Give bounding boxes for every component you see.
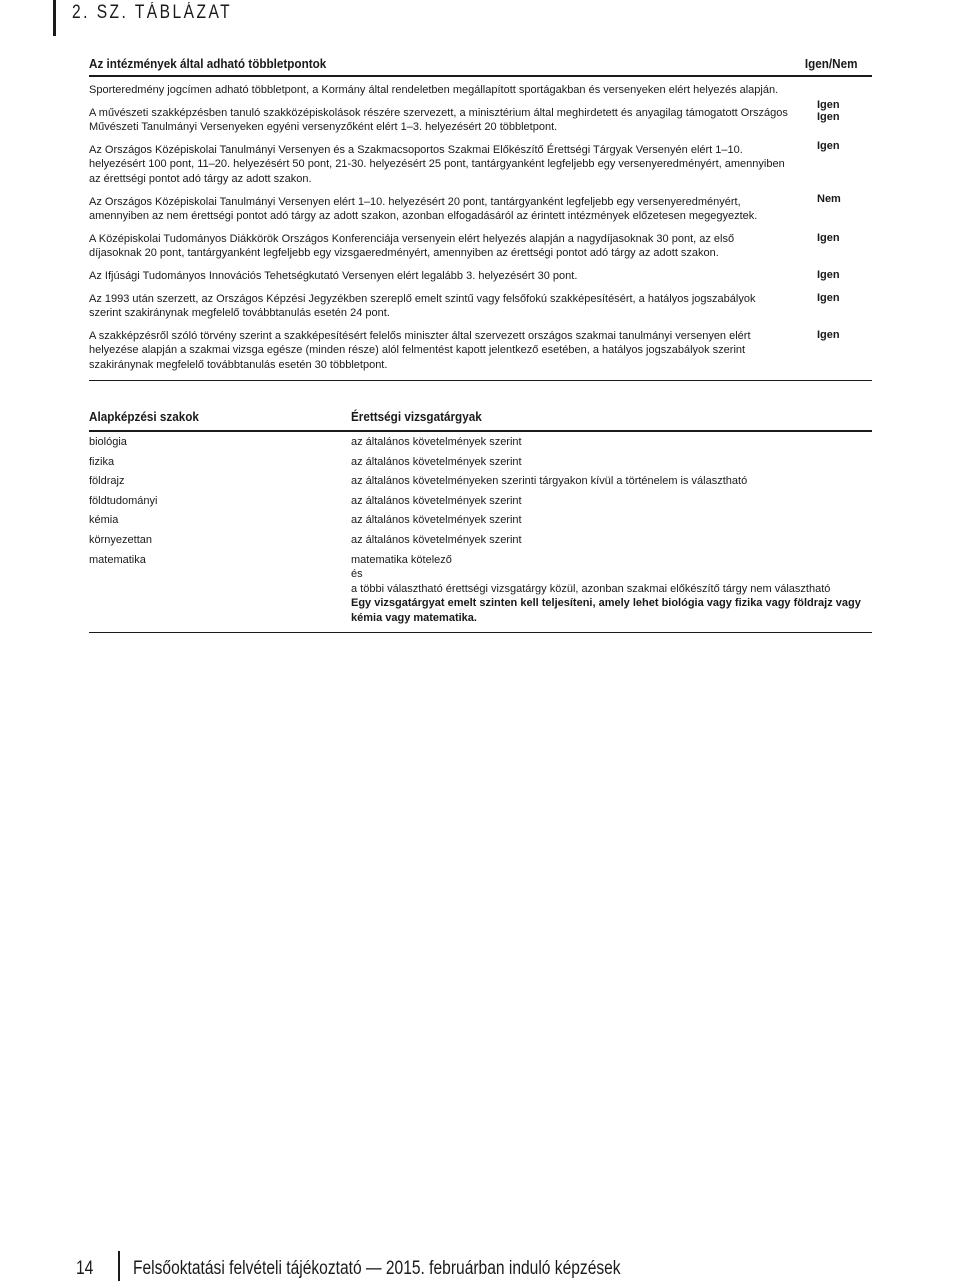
table-row (89, 77, 872, 111)
major-name: matematika (89, 553, 146, 566)
exam-requirement: az általános követelmények szerint (351, 494, 522, 507)
table-row (89, 452, 872, 472)
table-row (89, 227, 872, 264)
table-row (89, 471, 872, 491)
table-row (89, 324, 872, 376)
table-row (89, 432, 872, 452)
section-side-rule (53, 0, 56, 36)
row-answer: Igen (817, 291, 840, 304)
subjects-table (89, 409, 872, 633)
table-row (89, 190, 872, 227)
row-text: A Középiskolai Tudományos Diákkörök Országos Konferenciája versenyein elért helyezés alapján a nagydíjasoknak 30 pont, az első díjasoknak 20 pont, tantárgyanként legfeljebb egy vizsgaeredményért, amennyiben az érettségi pontot adó tárgy az adott szakon. (89, 232, 735, 260)
extra-points-table-header (89, 56, 872, 74)
major-name: földtudományi (89, 494, 158, 507)
extra-points-table (89, 56, 872, 381)
requirement-note: Egy vizsgatárgyat emelt szinten kell teljesíteni, amely lehet biológia vagy fizika vagy földrajz vagy kémia vagy matematika. (351, 597, 861, 624)
exam-requirement (351, 553, 866, 626)
row-text: Az Ifjúsági Tudományos Innovációs Tehetségkutató Versenyen elért legalább 3. helyezésért 30 pont. (89, 269, 578, 282)
row-text: A művészeti szakképzésben tanuló szakközépiskolások részére szervezett, a minisztérium által meghirdetett és anyagilag támogatott Országos Művészeti Tanulmányi Versenyeken egyéni versenyzőként elért 1–3. helyezésért 20 többletpont. (89, 106, 788, 134)
requirement-line: a többi választható érettségi vizsgatárgy közül, azonban szakmai előkészítő tárgy nem választható (351, 582, 831, 595)
major-name: biológia (89, 436, 127, 448)
row-text: Az 1993 után szerzett, az Országos Képzési Jegyzékben szereplő emelt szintű vagy felsőfokú szakképesítésért, a hatályos jogszabályok szerint szakiránynak megfelelő továbbtanulás esetén 24 pont. (89, 292, 756, 320)
row-text: Az Országos Középiskolai Tanulmányi Versenyen elért 1–10. helyezésért 20 pont, tantárgyanként legfeljebb egy versenyeredményért, amennyiben az nem érettségi pontot adó tárgy az adott szakon, azonban elfogadásáról az érintett intézmények előzetesen megegyeztek. (89, 195, 758, 223)
subjects-table-header (89, 409, 872, 429)
exam-requirement: az általános követelmények szerint (351, 455, 522, 468)
major-name: földrajz (89, 475, 125, 488)
extra-points-table-title: Az intézmények által adható többletpontok (89, 56, 327, 71)
exam-requirement: az általános követelmények szerint (351, 514, 522, 527)
table-row (89, 550, 872, 628)
requirement-line: matematika kötelező (351, 553, 452, 566)
requirement-line: és (351, 568, 363, 581)
table-bottom-rule (89, 380, 872, 381)
section-title: 2. SZ. TÁBLÁZAT (72, 2, 233, 23)
table-row (89, 287, 872, 324)
answer-column-header: Igen/Nem (805, 56, 858, 71)
table-row (89, 491, 872, 511)
row-answer: Igen (817, 110, 840, 123)
table-row (89, 138, 872, 190)
page-number: 14 (76, 1258, 94, 1279)
table-row (89, 101, 872, 138)
row-answer: Igen (817, 328, 840, 341)
row-answer: Igen (817, 139, 840, 152)
major-name: fizika (89, 455, 115, 468)
footer-title: Felsőoktatási felvételi tájékoztató — 2015. februárban induló képzések (133, 1258, 621, 1279)
exam-requirement: az általános követelmények szerint (351, 533, 522, 546)
table-row (89, 510, 872, 530)
footer-divider (118, 1251, 120, 1281)
row-answer: Nem (817, 192, 841, 205)
row-answer: Igen (817, 231, 840, 244)
exam-requirement: az általános követelmények szerint (351, 436, 522, 448)
exam-requirement: az általános követelményeken szerinti tárgyakon kívül a történelem is választható (351, 475, 748, 488)
majors-column-header: Alapképzési szakok (89, 409, 199, 424)
row-answer: Igen (817, 99, 840, 111)
major-name: környezettan (89, 533, 152, 546)
table-row (89, 530, 872, 550)
table-bottom-rule (89, 632, 872, 633)
table-row (89, 264, 872, 287)
row-text: Sporteredmény jogcímen adható többletpont, a Kormány által rendeletben megállapított sportágakban és versenyeken elért helyezés alapján. (89, 84, 779, 96)
exam-subjects-column-header: Érettségi vizsgatárgyak (351, 409, 482, 424)
major-name: kémia (89, 514, 119, 527)
row-text: Az Országos Középiskolai Tanulmányi Versenyen és a Szakmacsoportos Szakmai Előkészítő Érettségi Tárgyak Versenyén elért 1–10. helyezésért 100 pont, 11–20. helyezésért 50 pont, 21-30. helyezésért 25 pont, tantárgyanként legfeljebb egy versenyeredményért, amennyiben az érettségi pontot adó tárgy az adott szakon. (89, 143, 785, 185)
row-text: A szakképzésről szóló törvény szerint a szakképesítésért felelős miniszter által szervezett országos szakmai tanulmányi versenyen elért helyezése alapján a szakmai vizsga egésze (minden része) alól felmentést kapott jelentkező esetében, a hatályos jogszabályok szerint szakiránynak megfelelő továbbtanulás esetén 30 többletpont. (89, 329, 751, 371)
row-answer: Igen (817, 268, 840, 281)
